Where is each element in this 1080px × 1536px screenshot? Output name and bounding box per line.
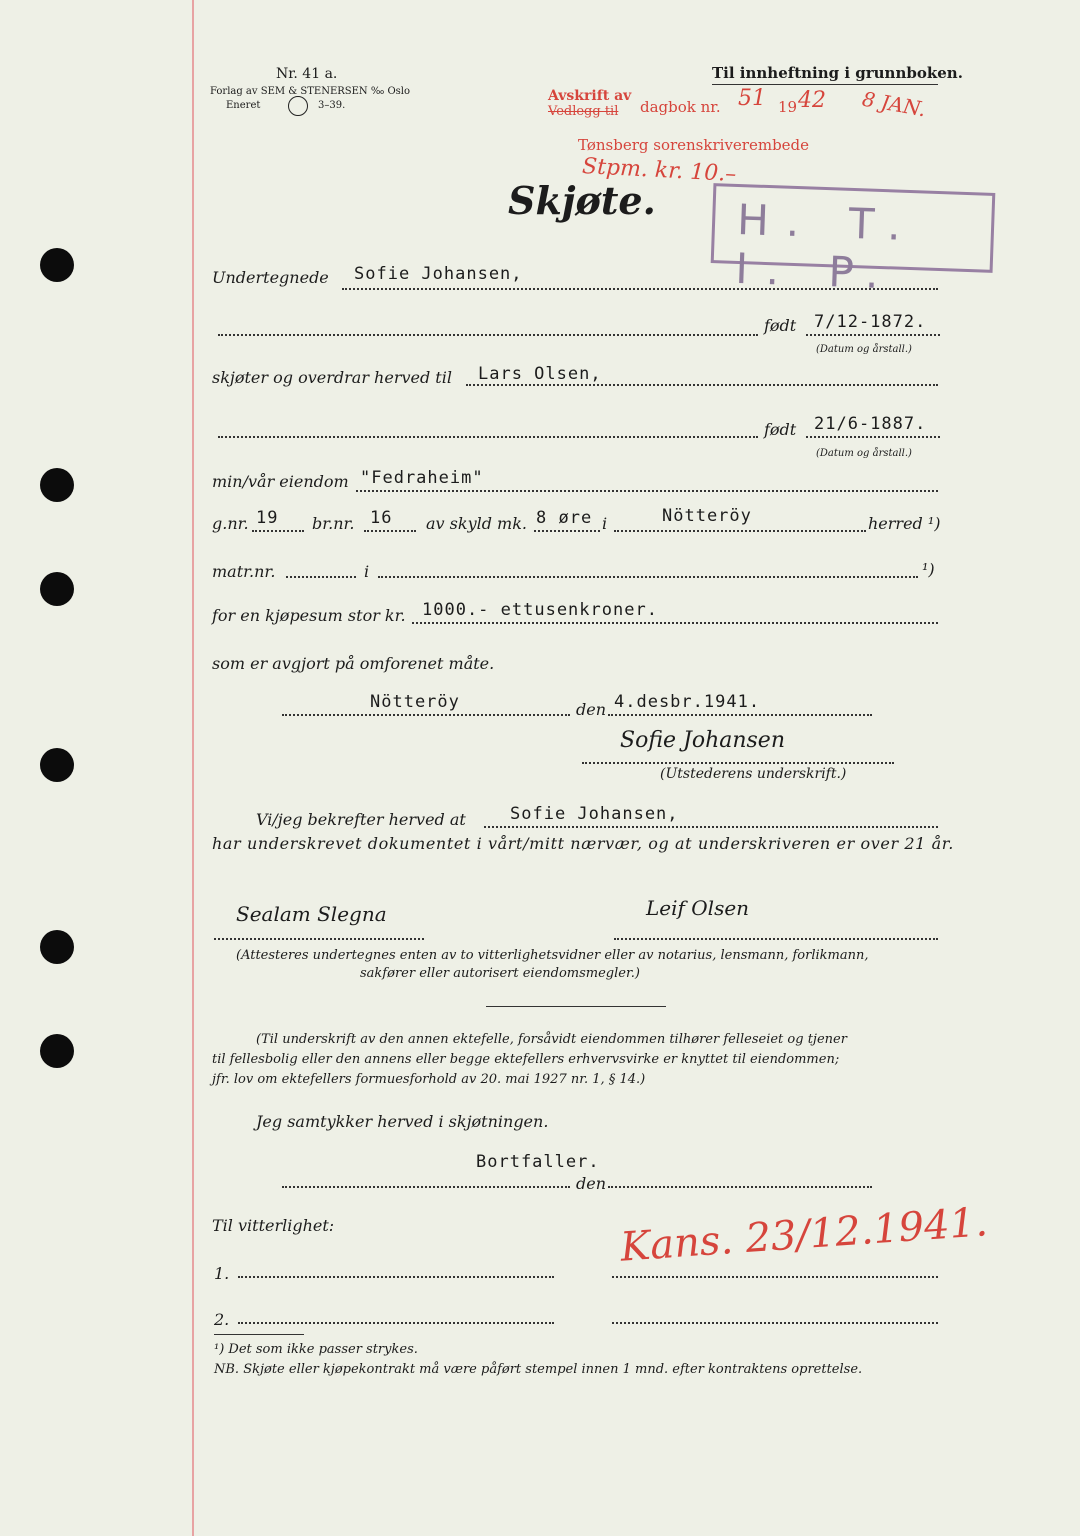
red-annotation: Kans. 23/12.1941.: [618, 1199, 990, 1271]
witness-line-2: 2.: [214, 1310, 230, 1329]
property-name: "Fedraheim": [360, 468, 484, 488]
seller-signature: Sofie Johansen: [620, 728, 785, 753]
dotted-line: [282, 1186, 570, 1188]
stamp-court: Tønsberg sorenskriverembede: [578, 136, 810, 154]
punch-hole: [40, 930, 74, 964]
attest-caption-1: (Attesteres undertegnes enten av to vitterlighetsvidner eller av notarius, lensmann, forlikmann,: [236, 948, 869, 963]
witness1-signature: Sealam Slegna: [236, 902, 387, 926]
label-undertegnede: Undertegnede: [212, 268, 329, 287]
top-right-note: Til innheftning i grunnboken.: [712, 64, 963, 82]
buyer-name: Lars Olsen,: [478, 364, 602, 384]
footnote-1: ¹) Det som ikke passer strykes.: [214, 1342, 418, 1357]
attest-caption-2: sakfører eller autorisert eiendomsmegler.): [360, 966, 640, 981]
label-fodt-2: født: [764, 420, 797, 439]
dotted-line: [806, 436, 940, 438]
confirm-text: har underskrevet dokumentet i vårt/mitt nærvær, og at underskriveren er over 21 år.: [212, 834, 954, 853]
label-den: den: [576, 700, 607, 719]
dotted-line: [214, 938, 424, 940]
dotted-line: [238, 1322, 554, 1324]
dotted-line: [466, 384, 938, 386]
consent-text: Jeg samtykker herved i skjøtningen.: [256, 1112, 549, 1131]
dotted-line: [218, 334, 758, 336]
dotted-line: [608, 714, 872, 716]
matr-footnote: ¹): [922, 560, 935, 579]
underline: [712, 84, 938, 85]
dotted-line: [364, 530, 416, 532]
seller-name: Sofie Johansen,: [354, 264, 523, 284]
bortfaller: Bortfaller.: [476, 1152, 600, 1172]
document-title: Skjøte.: [508, 178, 656, 223]
publisher-line: Forlag av SEM & STENERSEN ‰ Oslo: [210, 86, 410, 97]
punch-hole: [40, 572, 74, 606]
footnote-rule: [214, 1334, 304, 1335]
label-i: i: [602, 514, 608, 533]
confirm-name: Sofie Johansen,: [510, 804, 679, 824]
dotted-line: [612, 1276, 938, 1278]
label-matr-i: i: [364, 562, 370, 581]
dotted-line: [356, 490, 938, 492]
margin-line: [192, 0, 194, 1536]
stamp-date-hand: 8 JAN.: [860, 86, 928, 122]
dotted-line: [218, 436, 758, 438]
spouse-note-2: til fellesbolig eller den annens eller begge ektefellers erhvervsvirke er knyttet til eiendommen;: [212, 1052, 840, 1067]
dotted-line: [282, 714, 570, 716]
agreed-text: som er avgjort på omforenet måte.: [212, 654, 495, 673]
separator: [486, 1006, 666, 1007]
datum-hint-2: (Datum og årstall.): [816, 448, 912, 459]
witness2-signature: Leif Olsen: [646, 896, 750, 920]
dotted-line: [342, 288, 938, 290]
label-matr: matr.nr.: [212, 562, 276, 581]
buyer-born: 21/6-1887.: [814, 414, 927, 434]
witness-line-1: 1.: [214, 1264, 230, 1283]
publisher-date: 3–39.: [318, 100, 346, 111]
publisher-logo: [288, 96, 308, 116]
datum-hint: (Datum og årstall.): [816, 344, 912, 355]
dotted-line: [806, 334, 940, 336]
dotted-line: [614, 530, 866, 532]
punch-hole: [40, 248, 74, 282]
publisher-eneret: Eneret: [226, 100, 261, 111]
seller-sig-caption: (Utstederens underskrift.): [660, 766, 847, 782]
dotted-line: [252, 530, 304, 532]
dotted-line: [534, 530, 600, 532]
label-brnr: br.nr.: [312, 514, 355, 533]
label-gnr: g.nr.: [212, 514, 249, 533]
label-transfer: skjøter og overdrar herved til: [212, 368, 452, 387]
label-confirm: Vi/jeg bekrefter herved at: [256, 810, 466, 829]
label-skyld: av skyld mk.: [426, 514, 528, 533]
punch-hole: [40, 1034, 74, 1068]
spouse-note-1: (Til underskrift av den annen ektefelle, forsåvidt eiendommen tilhører felleseiet og tjener: [256, 1032, 847, 1047]
punch-hole: [40, 468, 74, 502]
dotted-line: [286, 576, 356, 578]
label-herred: herred ¹): [868, 514, 941, 533]
municipality: Nötteröy: [662, 506, 752, 526]
seller-born: 7/12-1872.: [814, 312, 927, 332]
stamp-year-prefix: 19: [778, 98, 798, 116]
place: Nötteröy: [370, 692, 460, 712]
stamp-vedlegg-struck: Vedlegg til: [548, 104, 619, 119]
label-price: for en kjøpesum stor kr.: [212, 606, 406, 625]
dotted-line: [614, 938, 938, 940]
dotted-line: [612, 1322, 938, 1324]
dotted-line: [378, 576, 918, 578]
price-value: 1000.- ettusenkroner.: [422, 600, 658, 620]
stamp-dagbok-number: 51: [738, 86, 766, 111]
dotted-line: [582, 762, 894, 764]
gnr-value: 19: [256, 508, 279, 528]
date: 4.desbr.1941.: [614, 692, 761, 712]
footnote-nb: NB. Skjøte eller kjøpekontrakt må være påført stempel innen 1 mnd. efter kontraktens oprettelse.: [214, 1362, 863, 1377]
dotted-line: [608, 1186, 872, 1188]
skyld-value: 8 øre: [536, 508, 593, 528]
stamp-avskrift: Avskrift av: [548, 88, 632, 104]
punch-hole: [40, 748, 74, 782]
spouse-note-3: jfr. lov om ektefellers formuesforhold av 20. mai 1927 nr. 1, § 14.): [212, 1072, 646, 1087]
form-number: Nr. 41 a.: [276, 66, 338, 82]
stamp-fee-hand: Stpm. kr. 10.–: [581, 153, 737, 188]
label-den-2: den: [576, 1174, 607, 1193]
stamp-year-hand: 42: [798, 88, 826, 113]
stamp-box: [711, 183, 996, 299]
label-eiendom: min/vår eiendom: [212, 472, 349, 491]
stamp-box-text: H. T. I. P.: [734, 194, 920, 299]
dotted-line: [238, 1276, 554, 1278]
label-vitterlighet: Til vitterlighet:: [212, 1216, 335, 1235]
brnr-value: 16: [370, 508, 393, 528]
stamp-dagbok-label: dagbok nr.: [640, 98, 721, 116]
dotted-line: [484, 826, 938, 828]
label-fodt: født: [764, 316, 797, 335]
dotted-line: [412, 622, 938, 624]
